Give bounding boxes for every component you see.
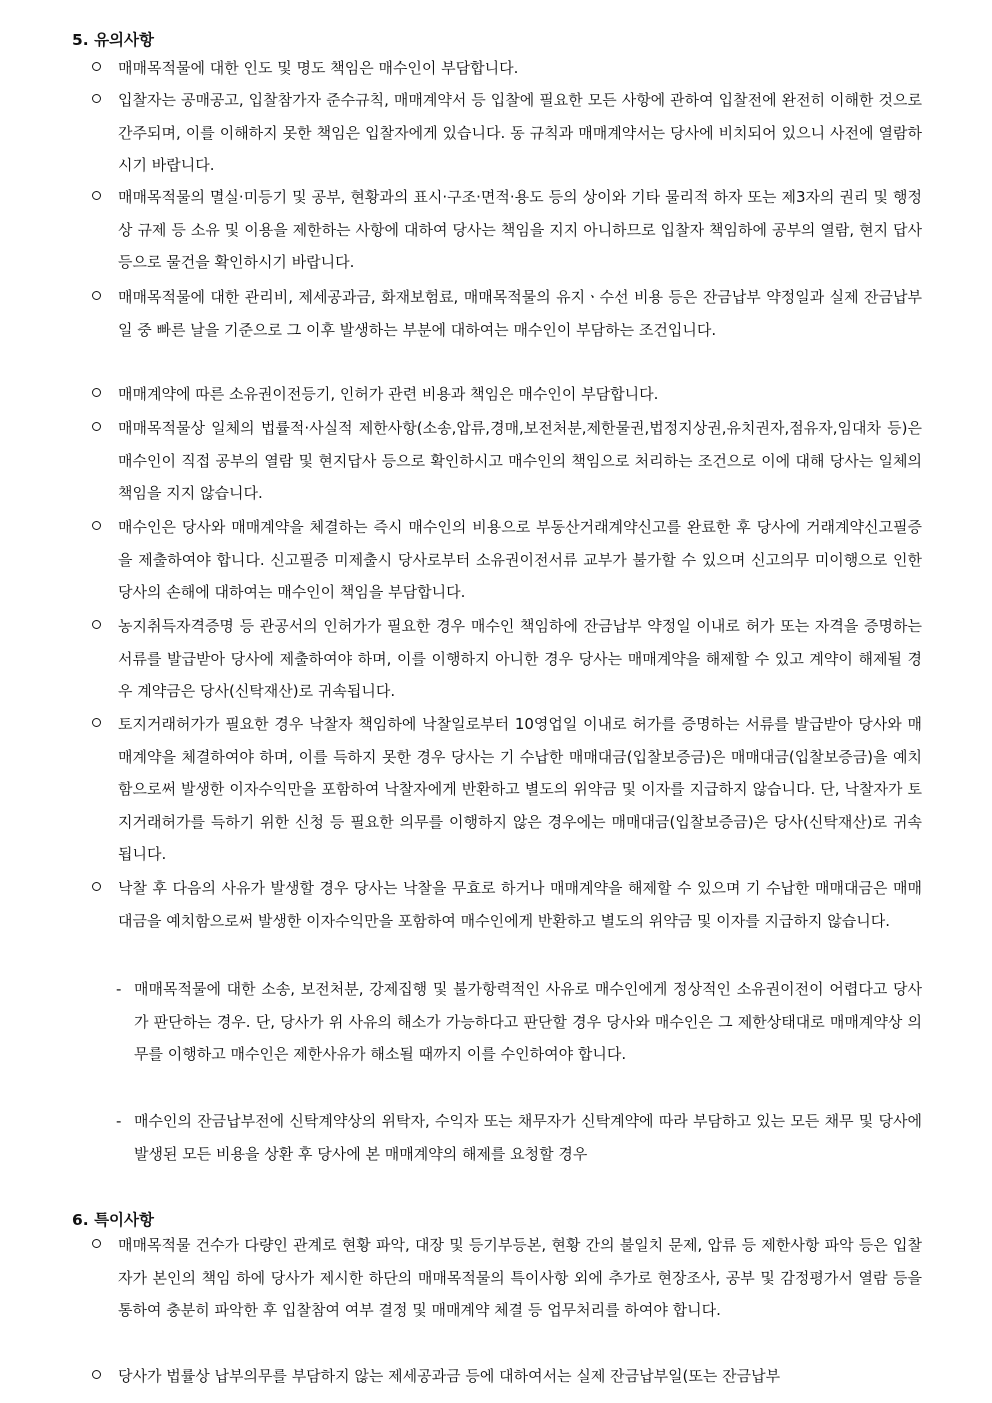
subitem-text: 매수인의 잔금납부전에 신탁계약상의 위탁자, 수익자 또는 채무자가 신탁계약에 따라 부담하고 있는 모든 채무 및 당사에 발생된 모든 비용을 상환 후 당사에 본 매매계약의 해제를 요청할 경우	[134, 1112, 922, 1163]
circle-bullet-icon	[92, 94, 101, 103]
section-5-item-7	[92, 511, 922, 609]
subitem-text: 매매목적물에 대한 소송, 보전처분, 강제집행 및 불가항력적인 사유로 매수인에게 정상적인 소유권이전이 어렵다고 당사가 판단하는 경우. 단, 당사가 위 사유의 해소가 가능하다고 판단할 경우 당사와 매수인은 그 제한상태대로 매매계약상 의무를 이행하고 매수인은 제한사유가 해소될 때까지 이를 수인하여야 합니다.	[134, 980, 922, 1063]
circle-bullet-icon	[92, 620, 101, 629]
circle-bullet-icon	[92, 62, 101, 71]
circle-bullet-icon	[92, 521, 101, 530]
item-text: 매매계약에 따른 소유권이전등기, 인허가 관련 비용과 책임은 매수인이 부담합니다.	[118, 385, 659, 403]
item-text: 입찰자는 공매공고, 입찰참가자 준수규칙, 매매계약서 등 입찰에 필요한 모든 사항에 관하여 입찰전에 완전히 이해한 것으로 간주되며, 이를 이해하지 못한 책임은 입찰자에게 있습니다. 동 규칙과 매매계약서는 당사에 비치되어 있으니 사전에 열람하시기 바랍니다.	[118, 91, 922, 174]
circle-bullet-icon	[92, 191, 101, 200]
item-text: 토지거래허가가 필요한 경우 낙찰자 책임하에 낙찰일로부터 10영업일 이내로 허가를 증명하는 서류를 발급받아 당사와 매매계약을 체결하여야 하며, 이를 득하지 못한 경우 당사는 기 수납한 매매대금(입찰보증금)은 매매대금(입찰보증금)을 예치함으로써 발생한 이자수익만을 포함하여 낙찰자에게 반환하고 별도의 위약금 및 이자를 지급하지 않습니다. 단, 낙찰자가 토지거래허가를 득하기 위한 신청 등 필요한 의무를 이행하지 않은 경우에는 매매대금(입찰보증금)은 당사(신탁재산)로 귀속됩니다.	[118, 715, 922, 863]
section-5-item-5	[92, 378, 922, 411]
item-text: 낙찰 후 다음의 사유가 발생할 경우 당사는 낙찰을 무효로 하거나 매매계약을 해제할 수 있으며 기 수납한 매매대금은 매매대금을 예치함으로써 발생한 이자수익만을 포함하여 매수인에게 반환하고 별도의 위약금 및 이자를 지급하지 않습니다.	[118, 879, 922, 930]
section-5-title: 5. 유의사항	[72, 31, 154, 49]
section-5-subitem-2	[116, 1105, 922, 1170]
item-text: 매매목적물의 멸실·미등기 및 공부, 현황과의 표시·구조·면적·용도 등의 상이와 기타 물리적 하자 또는 제3자의 권리 및 행정상 규제 등 소유 및 이용을 제한하는 사항에 대하여 당사는 책임을 지지 아니하므로 입찰자 책임하에 공부의 열람, 현지 답사 등으로 물건을 확인하시기 바랍니다.	[118, 188, 922, 271]
circle-bullet-icon	[92, 718, 101, 727]
circle-bullet-icon	[92, 1239, 101, 1248]
section-6-title: 6. 특이사항	[72, 1211, 154, 1229]
item-text: 매매목적물상 일체의 법률적·사실적 제한사항(소송,압류,경매,보전처분,제한물권,법정지상권,유치권자,점유자,임대차 등)은 매수인이 직접 공부의 열람 및 현지답사 등으로 확인하시고 매수인의 책임으로 처리하는 조건으로 이에 대해 당사는 일체의 책임을 지지 않습니다.	[118, 419, 922, 502]
section-5-item-2	[92, 84, 922, 182]
circle-bullet-icon	[92, 882, 101, 891]
item-text: 매매목적물에 대한 관리비, 제세공과금, 화재보험료, 매매목적물의 유지ㆍ수선 비용 등은 잔금납부 약정일과 실제 잔금납부일 중 빠른 날을 기준으로 그 이후 발생하는 부분에 대하여는 매수인이 부담하는 조건입니다.	[118, 288, 922, 339]
item-text: 매매목적물에 대한 인도 및 명도 책임은 매수인이 부담합니다.	[118, 59, 519, 77]
section-5-subitem-1	[116, 973, 922, 1071]
section-5-item-9	[92, 708, 922, 871]
item-text: 농지취득자격증명 등 관공서의 인허가가 필요한 경우 매수인 책임하에 잔금납부 약정일 이내로 허가 또는 자격을 증명하는 서류를 발급받아 당사에 제출하여야 하며, 이를 이행하지 아니한 경우 당사는 매매계약을 해제할 수 있고 계약이 해제될 경우 계약금은 당사(신탁재산)로 귀속됩니다.	[118, 617, 922, 700]
section-5-item-1	[92, 52, 922, 85]
section-5-item-8	[92, 610, 922, 708]
circle-bullet-icon	[92, 1370, 101, 1379]
item-text: 당사가 법률상 납부의무를 부담하지 않는 제세공과금 등에 대하여서는 실제 잔금납부일(또는 잔금납부	[118, 1367, 781, 1385]
section-5-item-4	[92, 281, 922, 346]
dash-marker: -	[116, 1112, 122, 1130]
section-5-item-3	[92, 181, 922, 279]
item-text: 매매목적물 건수가 다량인 관계로 현황 파악, 대장 및 등기부등본, 현황 간의 불일치 문제, 압류 등 제한사항 파악 등은 입찰자가 본인의 책임 하에 당사가 제시한 하단의 매매목적물의 특이사항 외에 추가로 현장조사, 공부 및 감정평가서 열람 등을 통하여 충분히 파악한 후 입찰참여 여부 결정 및 매매계약 체결 등 업무처리를 하여야 합니다.	[118, 1236, 922, 1319]
dash-marker: -	[116, 980, 122, 998]
section-5-item-6	[92, 412, 922, 510]
circle-bullet-icon	[92, 422, 101, 431]
circle-bullet-icon	[92, 388, 101, 397]
section-6-item-1	[92, 1229, 922, 1327]
section-5-item-10	[92, 872, 922, 937]
circle-bullet-icon	[92, 291, 101, 300]
section-6-item-2	[92, 1360, 922, 1393]
item-text: 매수인은 당사와 매매계약을 체결하는 즉시 매수인의 비용으로 부동산거래계약신고를 완료한 후 당사에 거래계약신고필증을 제출하여야 합니다. 신고필증 미제출시 당사로부터 소유권이전서류 교부가 불가할 수 있으며 신고의무 미이행으로 인한 당사의 손해에 대하여는 매수인이 책임을 부담합니다.	[118, 518, 922, 601]
